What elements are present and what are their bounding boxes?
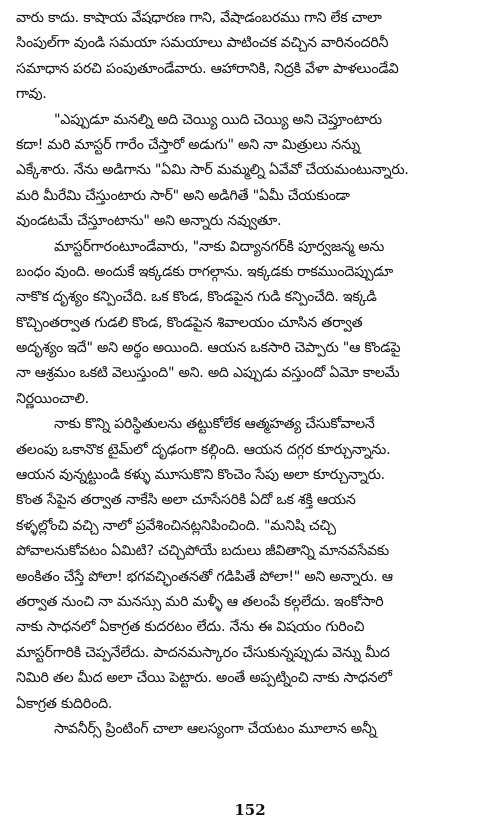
text-line: కళ్ళల్లోంచి వచ్చి నాలో ప్రవేశించినట్లనిపించింది. "మనిషి చచ్చి xyxy=(16,517,336,534)
page-number: 152 xyxy=(234,801,266,819)
paragraph xyxy=(16,6,486,108)
text-line: బంధం వుంది. అందుకే ఇక్కడకు రాగల్గాను. ఇక్కడకు రాకముందెప్పుడూ xyxy=(16,263,393,280)
text-line: తర్వాత నుంచి నా మనస్సు మరి మళ్ళీ ఆ తలంపే కల్గలేదు. ఇంకోసారి xyxy=(16,593,384,610)
text-line: నాకు కొన్ని పరిస్థితులను తట్టుకోలేక ఆత్మహత్య చేసుకోవాలనే xyxy=(54,416,375,433)
text-line: మాస్టర్‌గారికి చెప్పనేలేదు. పాదనమస్కారం చేసుకున్నప్పుడు వెన్ను మీద xyxy=(16,644,390,661)
text-line: కొచ్చింతర్వాత గుడలి కొండ, కొండపైన శివాలయం చూసిన తర్వాత xyxy=(16,314,363,331)
text-line: మాస్టర్‌గారంటూండేవారు, "నాకు విద్యానగర్‌కి పూర్వజన్మ అను xyxy=(54,238,385,255)
text-line: తలంపు ఒకానొక టైమ్‌లో దృఢంగా కల్గింది. ఆయన దగ్గర కూర్చున్నాను. xyxy=(16,441,391,458)
text-line: వారు కాదు. కాషాయ వేషధారణ గాని, వేషాడంబరము గాని లేక చాలా xyxy=(16,10,382,26)
text-line: ఆయన వున్నట్టుండి కళ్ళు మూసుకొని కొంచెం సేపు అలా కూర్చున్నారు. xyxy=(16,467,385,484)
text-line: అదృశ్యం ఇదే" అని అర్థం అయింది. ఆయన ఒకసారి చెప్పారు "ఆ కొండపై xyxy=(16,340,401,357)
text-line: వుండటమే చేస్తూంటాను" అని అన్నారు నవ్వుతూ. xyxy=(16,213,282,230)
text-line: నిర్ణయించాలి. xyxy=(16,390,89,407)
text-line: నాకొక దృశ్యం కన్పించేది. ఒక కొండ, కొండపైన గుడి కన్పించేది. ఇక్కడి xyxy=(16,289,377,306)
text-line: మరి మీరేమి చేస్తుంటారు సార్" అని అడిగితే "ఏమీ చేయకుండా xyxy=(16,187,350,204)
text-line: కొంత సేపైన తర్వాత నాకేసి అలా చూసేసరికి ఏదో ఒక శక్తి ఆయన xyxy=(16,492,356,509)
text-line: అంకితం చేస్తే పోలా! భగవచ్ఛింతనతో గడిపితే పోలా!" అని అన్నారు. ఆ xyxy=(16,568,393,585)
text-line: నిమిరి తల మీద అలా చేయి పెట్టారు. అంతే అప్పట్నించి నాకు సాధనలో xyxy=(16,670,392,687)
body-text xyxy=(16,6,486,742)
text-line: "ఎప్పుడూ మనల్ని అది చెయ్యి యిది చెయ్యి అని చెప్తూంటారు xyxy=(54,111,382,128)
paragraph xyxy=(16,717,486,742)
paragraph xyxy=(16,412,486,717)
text-line: నా ఆశ్రమం ఒకటి వెలుస్తుంది" అని. అది ఎప్పుడు వస్తుందో ఏమో కాలమే xyxy=(16,365,400,382)
paragraph xyxy=(16,235,486,413)
text-line: సావనీర్స్ ప్రింటింగ్ చాలా ఆలస్యంగా చేయటం మూలాన అన్నీ xyxy=(54,720,377,737)
text-line: ఎక్కేశారు. నేను అడిగాను "ఏమి సార్ మమ్మల్ని ఏవేవో చేయమంటున్నారు. xyxy=(16,162,409,179)
text-line: పోవాలనుకోవటం ఏమిటి? చచ్చిపోయే బదులు జీవితాన్ని మానవసేవకు xyxy=(16,543,389,560)
text-line: నాకు సాధనలో ఏకాగ్రత కుదరటం లేదు. నేను ఈ విషయం గురించి xyxy=(16,619,365,636)
text-line: గావు. xyxy=(16,86,47,103)
text-line: సమాధాన పరచి పంపుతూండేవారు. ఆహారానికి, నిద్రకి వేళా పాళలుండేవి xyxy=(16,60,399,77)
text-line: కదా! మరి మాస్టర్ గారేం చేస్తారో అడుగు" అని నా మిత్రులు నన్ను xyxy=(16,136,360,153)
text-line: ఏకాగ్రత కుదిరింది. xyxy=(16,695,113,712)
paragraph xyxy=(16,108,486,235)
text-line: సింపుల్‌గా వుండి సమయా సమయాలు పాటించక వచ్చిన వారినందరినీ xyxy=(16,35,389,52)
